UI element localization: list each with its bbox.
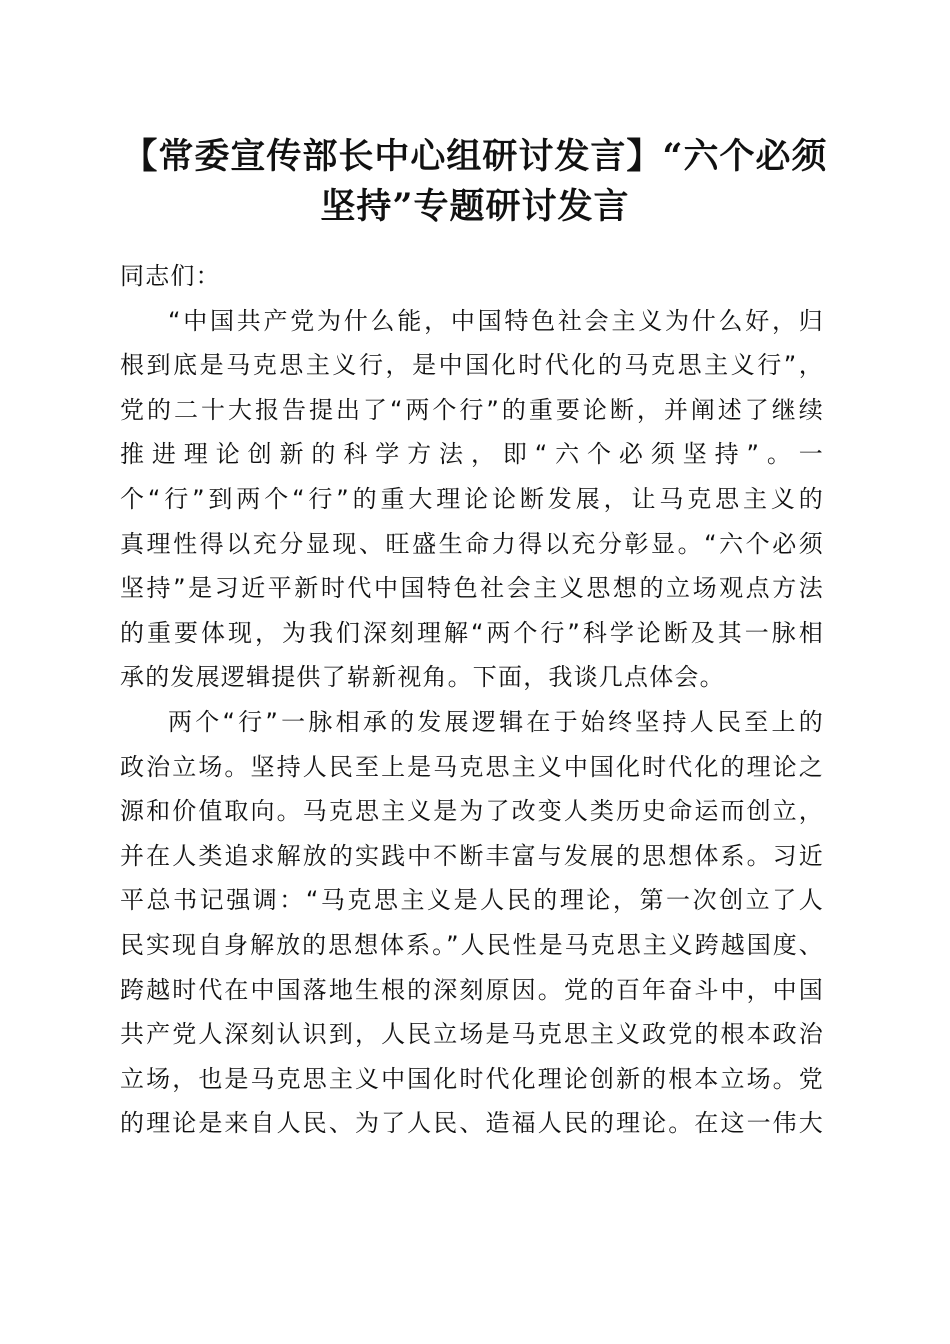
paragraph-2-line: 共产党人深刻认识到，人民立场是马克思主义政党的根本政治 bbox=[120, 1020, 824, 1049]
document-title bbox=[110, 132, 840, 232]
title-line-1: 【常委宣传部长中心组研讨发言】“六个必须 bbox=[122, 136, 828, 177]
paragraph-2-line: 的理论是来自人民、为了人民、造福人民的理论。在这一伟大 bbox=[120, 1109, 824, 1138]
paragraph-1-line: 根到底是马克思主义行，是中国化时代化的马克思主义行”， bbox=[120, 351, 824, 380]
document-body bbox=[120, 254, 824, 1146]
paragraph-1-line: 个“行”到两个“行”的重大理论论断发展，让马克思主义的 bbox=[120, 484, 824, 513]
paragraph-2-line: 两个“行”一脉相承的发展逻辑在于始终坚持人民至上的 bbox=[168, 707, 824, 736]
paragraph-2-line: 政治立场。坚持人民至上是马克思主义中国化时代化的理论之 bbox=[120, 752, 824, 781]
paragraph-2-line: 民实现自身解放的思想体系。”人民性是马克思主义跨越国度、 bbox=[120, 930, 824, 959]
paragraph-1-line: 坚持”是习近平新时代中国特色社会主义思想的立场观点方法 bbox=[120, 574, 824, 603]
paragraph-2-line: 跨越时代在中国落地生根的深刻原因。党的百年奋斗中，中国 bbox=[120, 975, 824, 1004]
paragraph-2-line: 立场，也是马克思主义中国化时代化理论创新的根本立场。党 bbox=[120, 1064, 824, 1093]
paragraph-1-line: 的重要体现，为我们深刻理解“两个行”科学论断及其一脉相 bbox=[120, 618, 824, 647]
paragraph-2-line: 平总书记强调：“马克思主义是人民的理论，第一次创立了人 bbox=[120, 886, 824, 915]
paragraph-1-line: 党的二十大报告提出了“两个行”的重要论断，并阐述了继续 bbox=[120, 395, 824, 424]
title-line-2: 坚持”专题研讨发言 bbox=[320, 186, 630, 227]
greeting: 同志们： bbox=[120, 262, 221, 290]
paragraph-1-line: “中国共产党为什么能，中国特色社会主义为什么好，归 bbox=[168, 306, 824, 335]
paragraph-1-line: 真理性得以充分显现、旺盛生命力得以充分彰显。“六个必须 bbox=[120, 529, 824, 558]
paragraph-1-line: 推进理论创新的科学方法，即“六个必须坚持”。一 bbox=[120, 440, 824, 469]
paragraph-2-line: 并在人类追求解放的实践中不断丰富与发展的思想体系。习近 bbox=[120, 841, 824, 870]
paragraph-1-line: 承的发展逻辑提供了崭新视角。下面，我谈几点体会。 bbox=[120, 663, 725, 692]
paragraph-2-line: 源和价值取向。马克思主义是为了改变人类历史命运而创立， bbox=[120, 797, 824, 826]
